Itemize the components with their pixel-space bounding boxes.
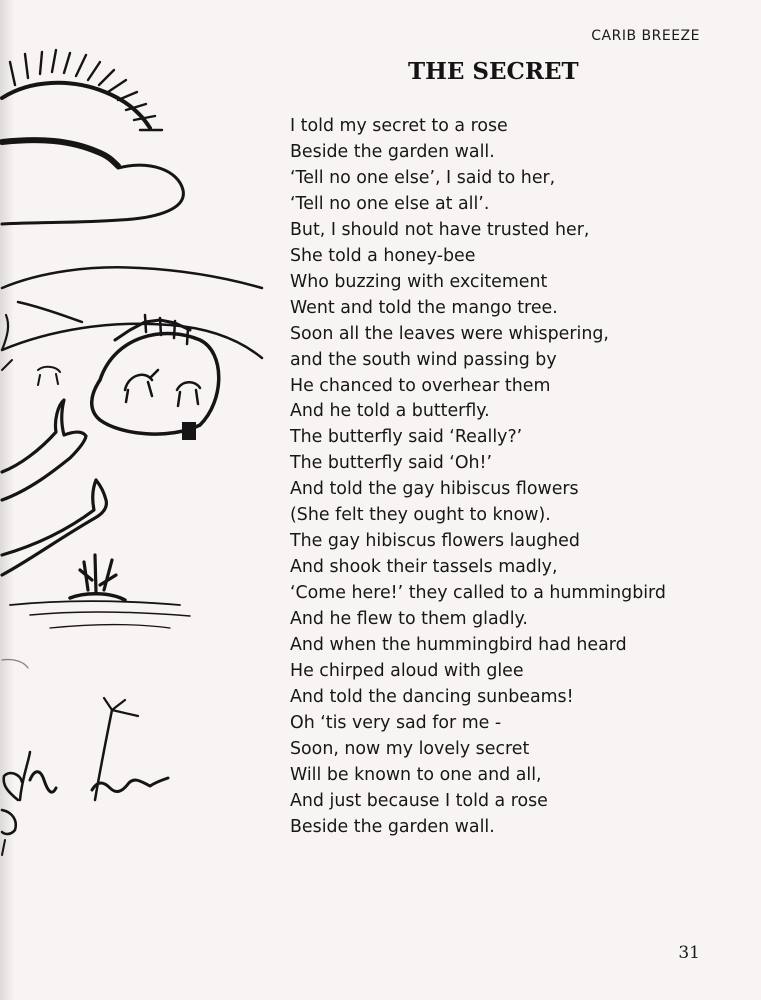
poem-line: ‘Come here!’ they called to a hummingbird xyxy=(290,583,666,604)
poem-line: She told a honey-bee xyxy=(290,245,476,266)
poem-title: THE SECRET xyxy=(408,58,579,85)
poem-line: But, I should not have trusted her, xyxy=(290,219,590,240)
poem-line: I told my secret to a rose xyxy=(290,116,508,136)
poem-line: ‘Tell no one else’, I said to her, xyxy=(290,167,556,188)
poem-line: Soon, now my lovely secret xyxy=(290,738,530,759)
poem-line: ‘Tell no one else at all’. xyxy=(290,193,490,214)
landscape-sketch-icon xyxy=(0,40,270,870)
page-number: 31 xyxy=(678,943,700,963)
poem-line: He chirped aloud with glee xyxy=(290,661,524,682)
poem-line: Oh ‘tis very sad for me - xyxy=(290,712,502,733)
poem-line: And when the hummingbird had heard xyxy=(290,635,627,656)
poem-line: The butterfly said ‘Really?’ xyxy=(290,427,523,448)
running-head: CARIB BREEZE xyxy=(591,28,700,44)
poem-line: And just because I told a rose xyxy=(290,790,548,811)
poem-line: He chanced to overhear them xyxy=(290,375,551,396)
poem-line: And told the gay hibiscus flowers xyxy=(290,479,579,500)
poem-line: Beside the garden wall. xyxy=(290,816,495,837)
poem-line: And told the dancing sunbeams! xyxy=(290,686,574,707)
poem-line: And he flew to them gladly. xyxy=(290,609,528,630)
poem-line: Will be known to one and all, xyxy=(290,764,542,785)
poem-line: The butterfly said ‘Oh!’ xyxy=(290,453,493,474)
poem-line: Went and told the mango tree. xyxy=(290,297,558,318)
poem-line: And shook their tassels madly, xyxy=(290,557,558,578)
poem-line: and the south wind passing by xyxy=(290,349,557,370)
poem-line: Soon all the leaves were whispering, xyxy=(290,323,609,344)
poem-body xyxy=(290,114,666,841)
poem-line: And he told a butterfly. xyxy=(290,401,490,422)
poem-line: Who buzzing with excitement xyxy=(290,271,548,292)
poem-line: The gay hibiscus flowers laughed xyxy=(290,531,580,552)
poem-line: Beside the garden wall. xyxy=(290,141,495,162)
poem-line: (She felt they ought to know). xyxy=(290,505,551,526)
